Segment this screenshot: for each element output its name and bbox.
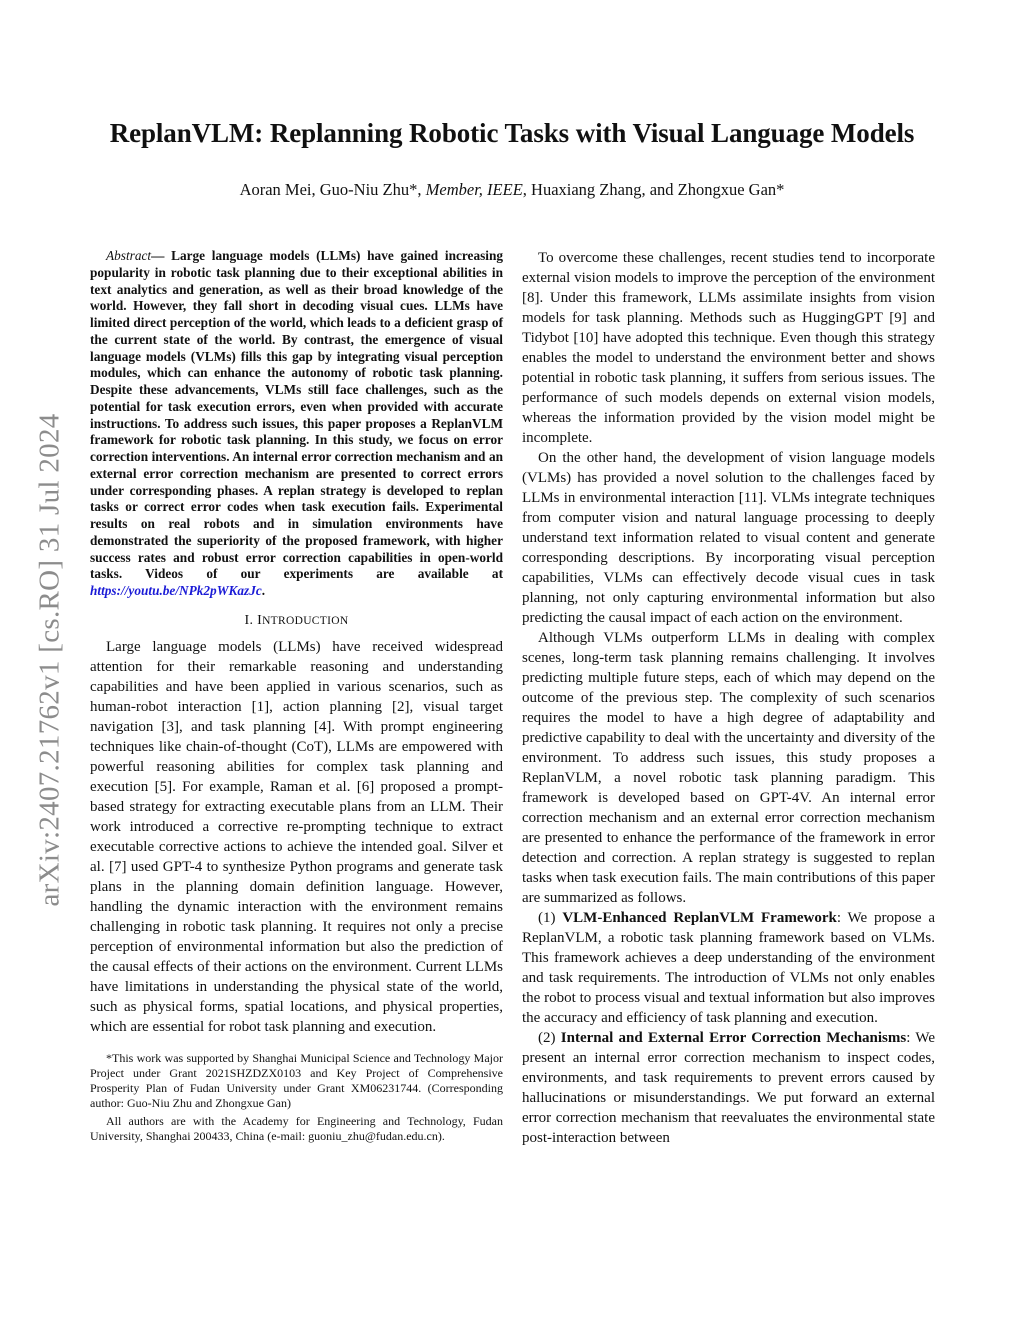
contribution-1-title: VLM-Enhanced ReplanVLM Framework xyxy=(562,910,837,926)
arxiv-stamp xyxy=(30,370,70,950)
intro-paragraph-4: Although VLMs outperform LLMs in dealing with complex scenes, long-term task planning remains challenging. It involves predicting multiple future steps, each of which may depend on the outcome of the previous step. The complexity of such scenarios requires the model to have a high degree of adaptability and predictive capability to deal with the uncertainty and diversity of the environment. To address such issues, this study proposes a ReplanVLM, a novel robotic task planning paradigm. This framework is developed based on GPT-4V. An internal error correction mechanism and an external error correction mechanism are presented to enhance the performance of the framework in error detection and correction. A replan strategy is suggested to replan tasks when task execution fails. The main contributions of this paper are summarized as follows. xyxy=(522,630,935,906)
contribution-1-body: : We propose a ReplanVLM, a robotic task planning framework based on VLMs. This framework achieves a deep understanding of the environment and task requirements. The introduction of VLMs not only enables the robot to process visual and textual information but also improves the accuracy and efficiency of task planning and execution. xyxy=(522,910,935,1026)
section-initial: I xyxy=(257,612,263,628)
abstract-dash: — xyxy=(151,248,172,263)
contribution-2 xyxy=(522,1028,935,1148)
contribution-1-prefix: (1) xyxy=(538,910,563,926)
contribution-2-body: : We present an internal error correction mechanism to inspect codes, environments, and task requirements to prevent errors caused by hallucinations or misunderstandings. We put forward an external error correction mechanism that reevaluates the environmental state post-interaction between xyxy=(522,1030,936,1146)
intro-paragraph-3: On the other hand, the development of vision language models (VLMs) has provided a novel solution to the challenges faced by LLMs in environmental interaction [11]. VLMs integrate techniques from computer vision and natural language processing to deeply understand text information related to visual content and generate corresponding descriptions. By incorporating visual perception capabilities, VLMs can effectively decode visual cues in task planning, not only capturing environmental information but also predicting the causal impact of each action on the environment. xyxy=(522,450,935,626)
author-names-rest: , Huaxiang Zhang, and Zhongxue Gan* xyxy=(522,180,785,199)
intro-paragraph-2: To overcome these challenges, recent studies tend to incorporate external vision models to improve the perception of the environment [8]. Under this framework, LLMs assimilate insights from vision models for task planning. Methods such as HuggingGPT [9] and Tidybot [10] have adopted this technique. Even though this strategy enables the model to understand the environment better and shows potential in robotic task planning, it suffers from serious issues. The performance of such models depends on external vision models, whereas the information provided by the vision model might be incomplete. xyxy=(522,250,935,446)
abstract xyxy=(90,248,503,600)
abstract-label: Abstract xyxy=(106,248,152,263)
intro-paragraph-1: Large language models (LLMs) have received widespread attention for their remarkable reasoning and understanding capabilities and have been applied in various scenarios, such as human-robot interaction [1], action planning [2], visual target navigation [3], and task planning [4]. With prompt engineering techniques like chain-of-thought (CoT), LLMs are empowered with powerful reasoning abilities for complex task planning and execution [5]. For example, Raman et al. [6] proposed a prompt-based strategy for extracting executable plans from an LLM. Their work introduced a corrective re-prompting technique to extract executable corrective actions to achieve the intended goal. Silver et al. [7] used GPT-4 to synthesize Python programs and generate task plans in the planning domain definition language. However, handling the dynamic interaction with the environment remains challenging in robotic task planning. It requires not only a precise perception of environmental information but also the prediction of the causal effects of their actions on the environment. Current LLMs have limitations in understanding the physical state of the world, such as physical forms, spatial locations, and physical properties, which are essential for robot task planning and execution. xyxy=(90,638,503,1035)
paper-title: ReplanVLM: Replanning Robotic Tasks with Visual Language Models xyxy=(109,118,915,148)
footnotes xyxy=(90,1051,503,1144)
video-link[interactable]: https://youtu.be/NPk2pWKazJc xyxy=(90,583,262,598)
author-line xyxy=(60,180,964,200)
author-names: Aoran Mei, Guo-Niu Zhu*, xyxy=(239,180,422,199)
abstract-body: Large language models (LLMs) have gained increasing popularity in robotic task planning due to their exceptional abilities in text analytics and generation, as well as their broad knowledge of the world. However, they fall short in decoding visual cues. LLMs have limited direct perception of the world, which leads to a deficient grasp of the current state of the world. By contrast, the emergence of visual language models (VLMs) fills this gap by integrating visual perception modules, which can enhance the autonomy of robotic task planning. Despite these advancements, VLMs still face challenges, such as the potential for task execution errors, even when provided with accurate instructions. To address such issues, this paper proposes a ReplanVLM framework for robotic task planning. In this study, we focus on error correction interventions. An internal error correction mechanism and an external error correction mechanism are presented to correct errors under corresponding phases. A replan strategy is developed to replan tasks or correct error codes when task execution fails. Experimental results on real robots and in simulation environments have demonstrated the superiority of the proposed framework, with higher success rates and robust error correction capabilities in open-world tasks. Videos of our experiments are available at xyxy=(90,248,504,582)
section-title-rest: NTRODUCTION xyxy=(262,614,349,627)
footnote-affiliation: All authors are with the Academy for Engineering and Technology, Fudan University, Shanghai 200433, China (e-mail: guoniu_zhu@fudan.edu.cn). xyxy=(90,1113,503,1143)
contribution-2-title: Internal and External Error Correction Mechanisms xyxy=(560,1030,907,1046)
author-membership: Member, IEEE xyxy=(425,180,523,199)
abstract-end: . xyxy=(261,583,266,598)
arxiv-stamp-text: arXiv:2407.21762v1 [cs.RO] 31 Jul 2024 xyxy=(33,413,66,907)
contribution-1 xyxy=(522,908,935,1028)
section-number: I. xyxy=(244,612,258,628)
right-column xyxy=(522,248,935,1148)
footnote-funding: *This work was supported by Shanghai Municipal Science and Technology Major Project under Grant 2021SHZDZX0103 and Key Project of Comprehensive Prosperity Plan of Fudan University under Grant XM06231744. (Corresponding author: Guo-Niu Zhu and Zhongxue Gan) xyxy=(90,1050,503,1110)
contribution-2-prefix: (2) xyxy=(538,1030,561,1046)
section-heading-introduction xyxy=(90,611,503,631)
left-column xyxy=(90,248,503,1147)
